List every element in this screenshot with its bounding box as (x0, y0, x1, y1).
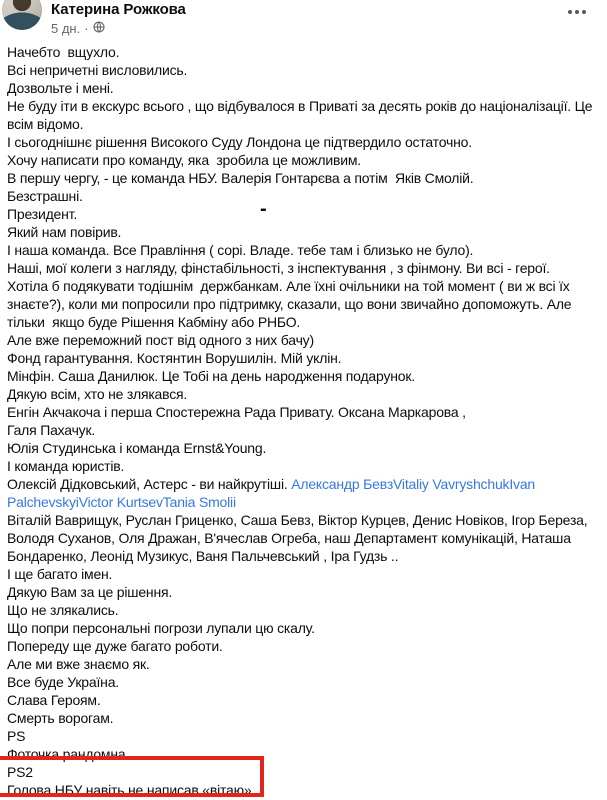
post-text-segment: Володя Суханов, Оля Дражан, В'ячеслав Огреба, наш Департамент комунікацій, Наташа (7, 530, 571, 546)
post-line (7, 331, 607, 349)
avatar[interactable] (2, 0, 42, 30)
post-text-segment: Хочу написати про команду, яка зробила це можливим. (7, 152, 361, 168)
post-line (7, 313, 607, 331)
post-line (7, 79, 607, 97)
post-text-segment: Юлія Студинська і команда Ernst&Young. (7, 440, 267, 456)
post-text-segment: Попереду ще дуже багато роботи. (7, 638, 223, 654)
post-text-segment: Але ми вже знаємо як. (7, 656, 150, 672)
post-header (0, 0, 607, 40)
post-line (7, 763, 607, 781)
meta-separator: · (84, 20, 89, 36)
post-line (7, 43, 607, 61)
profile-link[interactable]: Александр БевзVitaliy VavryshchukIvan (291, 476, 535, 492)
post-line (7, 493, 607, 511)
post-text-segment: Начебто вщухло. (7, 44, 120, 60)
post-text-segment: Президент. (7, 206, 78, 222)
post-line (7, 691, 607, 709)
post-line (7, 403, 607, 421)
ellipsis-icon (575, 10, 579, 14)
post-line (7, 709, 607, 727)
post-line (7, 727, 607, 745)
post-text-segment: знаєте?), коли ми попросили про підтримку, сказали, що вони звичайно допоможуть. Але (7, 296, 572, 312)
post-text-segment: Дозвольте і мені. (7, 80, 114, 96)
post-line (7, 151, 607, 169)
post-text-segment: PS2 (7, 764, 33, 780)
post-line (7, 565, 607, 583)
ellipsis-icon (582, 10, 586, 14)
ellipsis-icon (568, 10, 572, 14)
post-line (7, 529, 607, 547)
post-text-segment: Фоточка рандомна (7, 746, 126, 762)
post-text-segment: І команда юристів. (7, 458, 125, 474)
post-line (7, 367, 607, 385)
more-options-button[interactable] (564, 4, 590, 20)
post-text-segment: Мінфін. Саша Данилюк. Це Тобі на день народження подарунок. (7, 368, 415, 384)
post-text-segment: Голова НБУ навіть не написав «вітаю» (7, 782, 252, 798)
post-text-segment: Безстрашні. (7, 188, 83, 204)
post-line (7, 601, 607, 619)
post-text-segment: Не буду іти в екскурс всього , що відбувалося в Приваті за десять років до націоналізації. Це (7, 98, 593, 114)
post-line (7, 241, 607, 259)
post-line (7, 511, 607, 529)
post-text-segment: Хотіла б подякувати тодішнім держбанкам. Але їхні очільники на той момент ( ви ж всі їх (7, 278, 570, 294)
post-text-segment: І ще багато імен. (7, 566, 113, 582)
globe-icon (93, 21, 105, 36)
post-text-segment: PS (7, 728, 26, 744)
post-text-segment: Дякую всім, хто не злякався. (7, 386, 188, 402)
post-line (7, 583, 607, 601)
post-text-segment: Наші, мої колеги з нагляду, фінстабільності, з інспектування , з фінмону. Ви всі - герої. (7, 260, 550, 276)
post-text-segment: Все буде Україна. (7, 674, 119, 690)
post-line (7, 169, 607, 187)
post-line (7, 259, 607, 277)
post-line (7, 439, 607, 457)
post-line (7, 385, 607, 403)
post-line (7, 349, 607, 367)
post-line (7, 745, 607, 763)
post-text-segment: тільки якщо буде Рішення Кабміну або РНБО. (7, 314, 301, 330)
post-text-segment: всім відомо. (7, 116, 84, 132)
post-text-segment: Що не злякались. (7, 602, 119, 618)
post-text-segment: І сьогоднішнє рішення Високого Суду Лондона це підтвердило остаточно. (7, 134, 472, 150)
post-text-segment: Смерть ворогам. (7, 710, 114, 726)
post-line (7, 277, 607, 295)
post-text-segment: Олексій Дідковський, Астерс - ви найкрутіші. (7, 476, 292, 492)
post-text-segment: Віталій Ваврищук, Руслан Гриценко, Саша Бевз, Віктор Курцев, Денис Новіков, Ігор Береза, (7, 512, 588, 528)
post-line (7, 61, 607, 79)
post-line (7, 781, 607, 799)
post-text-segment: Але вже переможний пост від одного з них бачу) (7, 332, 314, 348)
post-text-segment: І наша команда. Все Правління ( сорі. Владе. тебе там і близько не було). (7, 242, 474, 258)
timestamp[interactable]: 5 дн. (51, 20, 81, 36)
post-text-segment: Бондаренко, Леонід Музикус, Ваня Пальчевський , Іра Гудзь .. (7, 548, 399, 564)
post-line (7, 475, 607, 493)
post-line (7, 187, 607, 205)
post-line (7, 655, 607, 673)
post-line (7, 223, 607, 241)
post-line (7, 673, 607, 691)
post-line (7, 637, 607, 655)
post-text-segment: В першу чергу, - це команда НБУ. Валерія Гонтарєва а потім Яків Смолій. (7, 170, 474, 186)
post-line (7, 295, 607, 313)
post-line (7, 547, 607, 565)
post-text-segment: Фонд гарантування. Костянтин Ворушилін. Мій уклін. (7, 350, 342, 366)
post-text-segment: Галя Пахачук. (7, 422, 96, 438)
post-text-segment: Який нам повірив. (7, 224, 122, 240)
post-line (7, 115, 607, 133)
post-text-segment: Всі непричетні висловились. (7, 62, 188, 78)
post-line (7, 457, 607, 475)
post-text (7, 43, 607, 799)
post-line (7, 133, 607, 151)
post-meta (51, 20, 105, 36)
post-line (7, 205, 607, 223)
post-line (7, 97, 607, 115)
post-line (7, 619, 607, 637)
author-name[interactable]: Катерина Рожкова (51, 1, 186, 18)
stray-dash-icon: - (260, 198, 267, 220)
post-text-segment: Дякую Вам за це рішення. (7, 584, 173, 600)
post-line (7, 421, 607, 439)
post-text-segment: Що попри персональні погрози лупали цю скалу. (7, 620, 315, 636)
post-text-segment: Слава Героям. (7, 692, 101, 708)
post-text-segment: Енгін Акчакоча і перша Спостережна Рада Привату. Оксана Маркарова , (7, 404, 466, 420)
profile-link[interactable]: PalchevskyiVictor KurtsevTania Smolii (7, 494, 236, 510)
